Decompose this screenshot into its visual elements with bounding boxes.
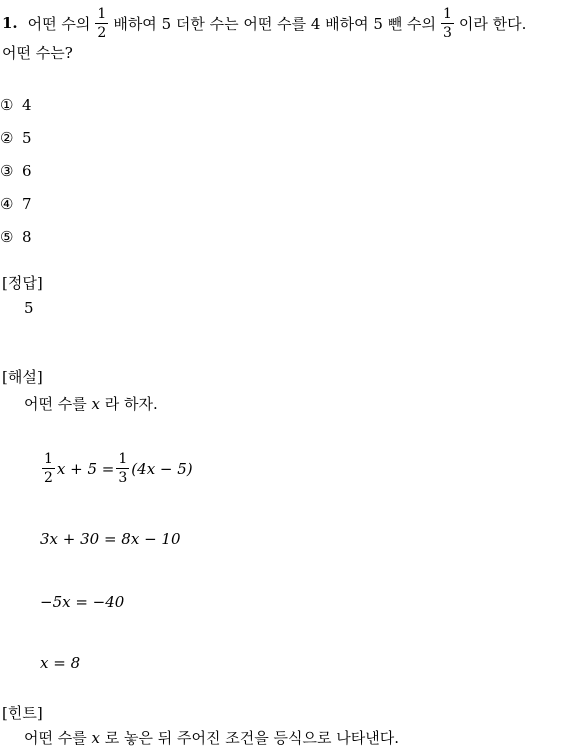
fraction-numerator: 1	[118, 451, 128, 467]
hint-text-pre: 어떤 수를	[24, 729, 87, 747]
equation-1	[40, 452, 193, 485]
question-line-1	[2, 6, 526, 40]
question-fraction-2	[441, 7, 454, 40]
choice-value: 6	[22, 162, 32, 180]
choice-4[interactable]	[0, 195, 32, 213]
equation-fraction-1	[42, 452, 55, 485]
choice-5[interactable]	[0, 228, 32, 246]
question-text-part3: 이라 한다.	[458, 14, 527, 33]
hint-text-post: 로 놓은 뒤 주어진 조건을 등식으로 나타낸다.	[104, 729, 399, 747]
question-line-2: 어떤 수는?	[2, 44, 73, 62]
choice-mark: ①	[0, 96, 14, 114]
choice-value: 5	[22, 129, 32, 147]
question-text-part1: 어떤 수의	[27, 14, 91, 33]
choice-value: 8	[22, 228, 32, 246]
choice-2[interactable]	[0, 129, 32, 147]
fraction-numerator: 1	[97, 5, 107, 22]
choice-mark: ⑤	[0, 228, 14, 246]
question-fraction-1	[95, 7, 108, 40]
hint-label: [힌트]	[2, 704, 43, 722]
choice-mark: ④	[0, 195, 14, 213]
fraction-denominator: 3	[118, 470, 128, 486]
explanation-intro	[24, 393, 158, 414]
choice-mark: ②	[0, 129, 14, 147]
fraction-numerator: 1	[44, 451, 53, 467]
explanation-label: [해설]	[2, 368, 43, 386]
question-text-part2: 배하여 5 더한 수는 어떤 수를 4 배하여 5 뺀 수의	[113, 14, 436, 33]
choice-value: 4	[22, 96, 32, 114]
variable-x: x	[91, 395, 100, 413]
answer-value: 5	[24, 299, 34, 317]
answer-label: [정답]	[2, 274, 43, 292]
equation-fraction-2	[116, 452, 129, 485]
fraction-denominator: 3	[442, 24, 452, 41]
variable-x: x	[91, 729, 100, 747]
equation-1-middle: x + 5 =	[56, 459, 115, 478]
fraction-numerator: 1	[442, 5, 452, 22]
fraction-denominator: 2	[97, 24, 107, 41]
choice-value: 7	[22, 195, 32, 213]
question-number: 1.	[2, 14, 18, 32]
explanation-intro-pre: 어떤 수를	[24, 395, 87, 413]
equation-2: 3x + 30 = 8x − 10	[40, 530, 181, 548]
fraction-denominator: 2	[44, 470, 53, 486]
equation-3: −5x = −40	[40, 593, 125, 611]
choice-mark: ③	[0, 162, 14, 180]
choice-3[interactable]	[0, 162, 32, 180]
explanation-intro-post: 라 하자.	[104, 395, 158, 413]
equation-4: x = 8	[40, 654, 81, 672]
equation-1-tail: (4x − 5)	[131, 459, 193, 478]
choice-1[interactable]	[0, 96, 32, 114]
